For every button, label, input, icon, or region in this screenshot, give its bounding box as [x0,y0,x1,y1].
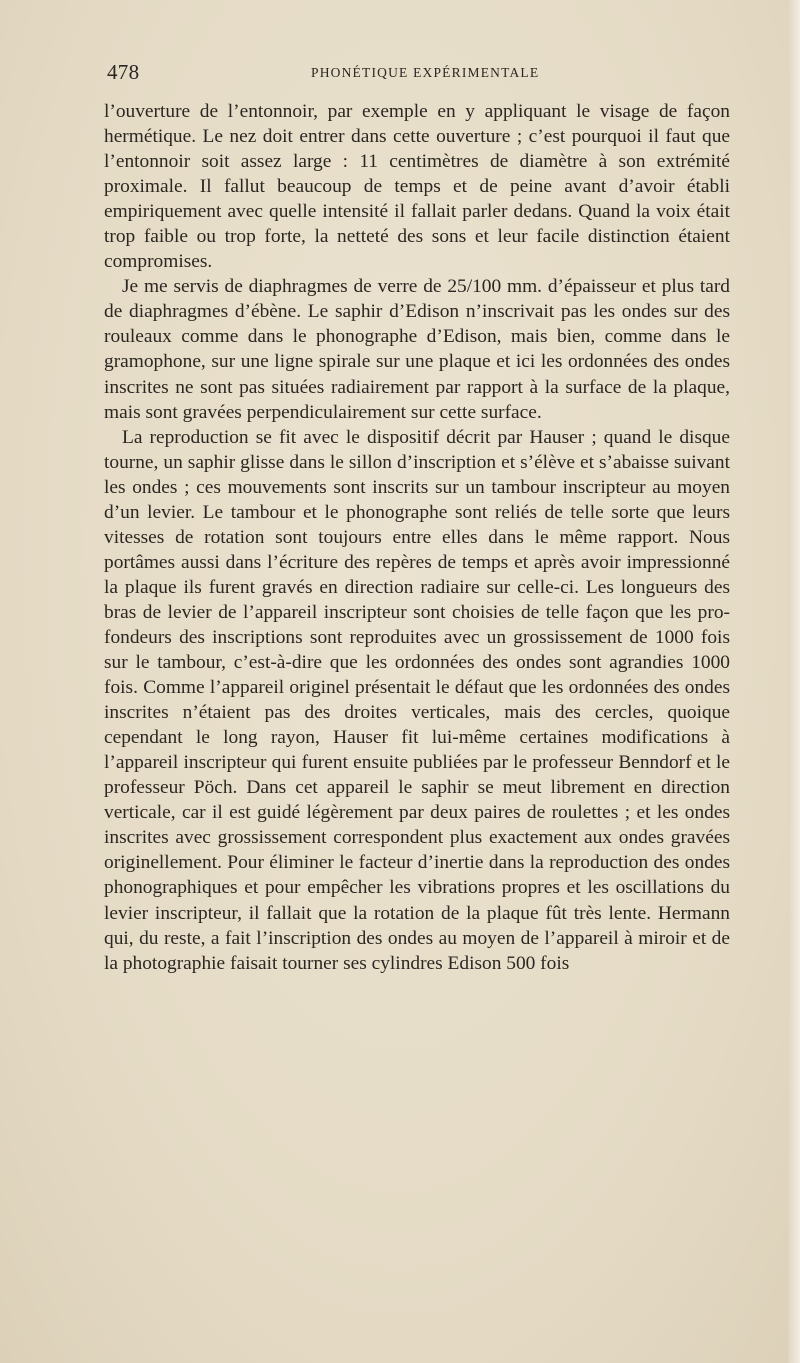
running-title: PHONÉTIQUE EXPÉRIMENTALE [311,65,540,80]
paragraph-3: La reproduction se fit avec le dispositif décrit par Hauser ; quand le disque tourne, un saphir glisse dans le sillon d’inscription et s’élève et s’abaisse suivant les ondes ; ces mouvements sont inscrits sur un tambour inscripteur au moyen d’un levier. Le tambour et le phonographe sont reliés de telle sorte que leurs vitesses de rotation sont toujours entre elles dans le même rapport. Nous portâmes aussi dans l’écriture des repères de temps et après avoir impressionné la plaque ils furent gravés en direction radiaire sur celle-ci. Les longueurs des bras de levier de l’appareil inscripteur sont choisies de telle façon que les profondeurs des inscriptions sont reproduites avec un grossissement de 1000 fois sur le tambour, c’est-à-dire que les ordonnées des ondes sont agrandies 1000 fois. Comme l’appareil originel présentait le défaut que les ordonnées des ondes inscrites n’étaient pas des droites verticales, mais des cercles, quoique cependant le long rayon, Hauser fit lui-même certaines modifications à l’appareil inscripteur qui furent ensuite publiées par le professeur Benndorf et le professeur Pöch. Dans cet appareil le saphir se meut librement en direction verticale, car il est guidé légèrement par deux paires de roulettes ; et les ondes inscrites avec grossissement correspondent plus exactement aux ondes gravées originellement. Pour éliminer le facteur d’inertie dans la reproduction des ondes phonographiques et pour empêcher les vibrations propres et les oscillations du levier inscripteur, il fallait que la rotation de la plaque fût très lente. Hermann qui, du reste, a fait l’inscription des ondes au moyen de l’appareil à miroir et de la photographie faisait tourner ses cylindres Edison 500 fois [104,426,730,974]
paragraph-1: l’ouverture de l’entonnoir, par exemple en y appliquant le visage de façon hermétique. Le nez doit entrer dans cette ouverture ; c’est pourquoi il faut que l’entonnoir soit assez large : 11 centimètres de diamètre à son extrémité proximale. Il fallut beaucoup de temps et de peine avant d’avoir établi empiriquement avec quelle intensité il fallait parler dedans. Quand la voix était trop faible ou trop forte, la netteté des sons et leur facile distinction étaient compromises. [104,101,730,273]
body-text [104,99,730,976]
page-number: 478 [107,60,140,84]
paragraph-2: Je me servis de diaphragmes de verre de 25/100 mm. d’épaisseur et plus tard de diaphragmes d’ébène. Le saphir d’Edison n’inscrivait pas les ondes sur des rouleaux comme dans le phonographe d’Edison, mais bien, comme dans le gramophone, sur une ligne spirale sur une plaque et ici les ordonnées des ondes inscrites ne sont pas situées radiairement par rapport à la surface de la plaque, mais sont gravées perpendiculairement sur cette surface. [104,276,730,423]
page-header [107,58,727,90]
page-edge [788,0,800,1363]
